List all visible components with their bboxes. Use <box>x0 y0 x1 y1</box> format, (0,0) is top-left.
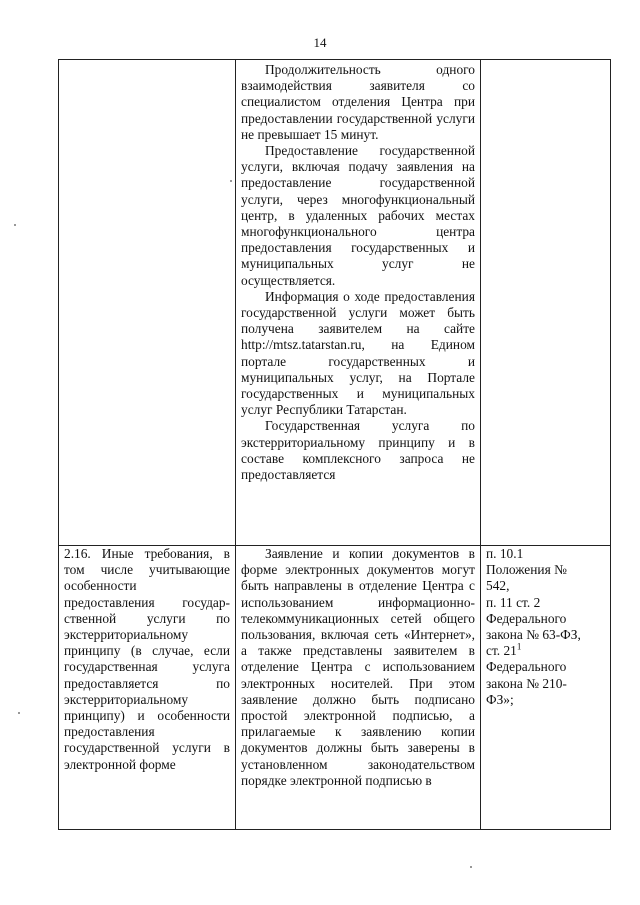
reference-line: п. 10.1 <box>486 546 524 561</box>
reference-line: ФЗ»; <box>486 691 514 707</box>
table-row <box>59 546 611 830</box>
row2-col1-cell <box>59 546 236 830</box>
scan-speck <box>14 224 16 226</box>
reference-line: закона № 210- <box>486 675 567 691</box>
article-text: ст. 21 <box>486 643 517 659</box>
paragraph-electronic-submission: Заявление и копии документов в форме электронных документов могут быть направлены в отделение Центра с использованием информационно-телекоммуникационных сетей общего пользования, включая сеть «Интернет», а также представлены заявителем в отделение Центра с использованием электронных носителей. При этом заявление должно быть подписано простой электронной подписью, а прилагаемые к заявлению копии документов должны быть заверены в установленном законодательством порядке электронной подписью в <box>241 546 475 788</box>
requirement-title: 2.16. Иные требования, в том числе учитывающие особенности предоставления государственной услуги по экстерриториальному принципу (в случае, если государственная услуга предоставляется по экстерриториальному принципу) и особенности предоставления государственной услуги в электронной форме <box>64 546 230 772</box>
reference-line: Федерального <box>486 659 567 675</box>
row1-col2-content <box>241 60 475 483</box>
row1-col2-cell <box>236 60 481 546</box>
row2-col2-cell <box>236 546 481 830</box>
paragraph-duration: Продолжительность одного взаимодействия заявителя со специалистом отделения Центра при предоставлении государственной услуги не превышает 15 минут. <box>241 62 475 142</box>
row2-col2-content <box>241 546 475 829</box>
scan-speck <box>230 180 232 182</box>
row1-col1-cell <box>59 60 236 546</box>
page-number: 14 <box>313 35 327 50</box>
article-superscript: 1 <box>516 641 522 652</box>
reference-line: 542, <box>486 578 510 594</box>
legal-references <box>486 546 605 708</box>
row2-col3-cell <box>481 546 611 830</box>
paragraph-information: Информация о ходе предоставления государственной услуги может быть получена заявителем на сайте http://mtsz.tatarstan.ru, на Едином портале государственных и муниципальных услуг, на Портале государственных и муниципальных услуг Республики Татарстан. <box>241 288 475 418</box>
reference-line: Федерального <box>486 610 567 626</box>
paragraph-mfc: Предоставление государственной услуги, включая подачу заявления на предоставление государственной услуги, через многофункциональный центр, в удаленных рабочих местах многофункционального центра предоставления государственных и муниципальных услуг не осуществляется. <box>241 143 475 288</box>
reference-line: Положения № <box>486 562 567 578</box>
table-row <box>59 60 611 546</box>
reference-line: п. 11 ст. 2 <box>486 594 541 610</box>
row1-col3-cell <box>481 60 611 546</box>
reference-line-article <box>486 643 605 659</box>
requirements-table <box>58 59 611 830</box>
paragraph-extraterritorial: Государственная услуга по экстерриториальному принципу и в составе комплексного запроса не предоставляется <box>241 418 475 483</box>
reference-line: закона № 63-ФЗ, <box>486 627 581 643</box>
scan-speck <box>18 712 20 714</box>
scan-speck <box>470 866 472 868</box>
